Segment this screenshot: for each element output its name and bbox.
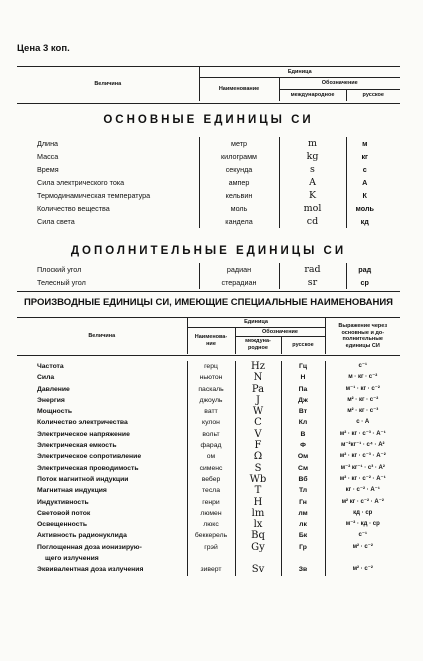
table-row-quantity: Активность радионуклида <box>37 532 127 540</box>
supplementary-units-table <box>37 263 383 289</box>
intl-symbol: sr <box>279 276 346 289</box>
unit-name: килограмм <box>199 150 279 163</box>
intl-symbol: T <box>235 485 281 496</box>
unit-name: ватт <box>187 406 235 417</box>
table-row-quantity: Сила электрического тока <box>37 177 125 187</box>
intl-symbol: H <box>235 497 281 508</box>
rus-symbol: с <box>346 163 383 176</box>
unit-name <box>187 553 235 564</box>
table-row-quantity: Электрическая емкость <box>37 442 117 450</box>
table-row-quantity: Количество вещества <box>37 203 110 213</box>
si-expression: м⁻²кг⁻¹ · с⁴ · А² <box>325 440 400 451</box>
table-row-quantity: щего излучения <box>45 555 99 563</box>
unit-name: кулон <box>187 417 235 428</box>
unit-name: ампер <box>199 176 279 189</box>
rus-symbol: рад <box>346 263 383 276</box>
header-bottom-rule <box>17 103 400 104</box>
rus-symbol: кд <box>346 215 383 228</box>
si-expression: м⁻² · кд · ср <box>325 519 400 530</box>
table-row-quantity: Время <box>37 164 59 174</box>
expr-line: полнительные <box>342 336 383 342</box>
table-row-quantity: Термодинамическая температура <box>37 190 151 200</box>
header-international <box>235 336 281 354</box>
si-expression: с⁻¹ <box>325 361 400 372</box>
unit-name: ньютон <box>187 372 235 383</box>
header-designation: Обозначение <box>235 327 325 336</box>
header-unit: Единица <box>187 318 325 327</box>
unit-name: беккерель <box>187 530 235 541</box>
table-row-quantity: Эквивалентная доза излучения <box>37 566 144 574</box>
unit-name: генри <box>187 497 235 508</box>
unit-name: зиверт <box>187 564 235 575</box>
header-russian: русское <box>281 336 325 354</box>
unit-name: грэй <box>187 542 235 553</box>
table-row-quantity: Длина <box>37 138 59 148</box>
rus-symbol: моль <box>346 202 383 215</box>
rus-symbol: К <box>346 189 383 202</box>
derived-units-title: ПРОИЗВОДНЫЕ ЕДИНИЦЫ СИ, ИМЕЮЩИЕ СПЕЦИАЛЬНЫЕ НАИМЕНОВАНИЯ <box>23 297 394 308</box>
header-unit: Единица <box>199 67 400 77</box>
intl-symbol: s <box>279 163 346 176</box>
rus-symbol: Ф <box>281 440 325 451</box>
rus-symbol: Гц <box>281 361 325 372</box>
header-table-basic <box>17 67 400 101</box>
si-expression: м⁻¹ · кг · с⁻² <box>325 384 400 395</box>
base-units-table <box>37 137 383 228</box>
unit-name: сименс <box>187 463 235 474</box>
intl-symbol: N <box>235 372 281 383</box>
header-designation: Обозначение <box>279 77 400 89</box>
table-row-quantity: Масса <box>37 151 59 161</box>
si-expression: м² кг · с⁻² · А⁻² <box>325 497 400 508</box>
header-name <box>187 327 235 354</box>
rus-symbol: Тл <box>281 485 325 496</box>
table-row-quantity: Давление <box>37 385 70 393</box>
supplementary-units-title: ДОПОЛНИТЕЛЬНЫЕ ЕДИНИЦЫ СИ <box>70 245 347 257</box>
table-row-quantity: Световой поток <box>37 509 91 517</box>
rus-symbol: Па <box>281 384 325 395</box>
table-row-quantity: Освещенность <box>37 521 88 529</box>
intl-symbol: J <box>235 395 281 406</box>
table-row-quantity: Электрическая проводимость <box>37 464 139 472</box>
intl-symbol: Wb <box>235 474 281 485</box>
si-expression: м² · кг · с⁻³ · А⁻¹ <box>325 429 400 440</box>
si-expression <box>325 553 400 564</box>
rus-symbol: Дж <box>281 395 325 406</box>
header-russian: русское <box>346 89 400 101</box>
rus-symbol: Вт <box>281 406 325 417</box>
unit-name: радиан <box>199 263 279 276</box>
rus-symbol: А <box>346 176 383 189</box>
intl-symbol: Bq <box>235 530 281 541</box>
table-row-quantity: Индуктивность <box>37 498 89 506</box>
section-rule <box>17 291 400 292</box>
si-expression: м⁻² кг⁻¹ · с³ · А² <box>325 463 400 474</box>
intl-symbol: m <box>279 137 346 150</box>
unit-name: джоуль <box>187 395 235 406</box>
table-row-quantity: Электрическое сопротивление <box>37 453 142 461</box>
rus-symbol: м <box>346 137 383 150</box>
rus-symbol: Н <box>281 372 325 383</box>
intl-symbol: rad <box>279 263 346 276</box>
unit-name: герц <box>187 361 235 372</box>
derived-units-table <box>37 361 400 576</box>
price-label: Цена 3 коп. <box>17 43 70 54</box>
rus-symbol: Кл <box>281 417 325 428</box>
expr-line: единицы СИ <box>345 342 380 349</box>
unit-name: стерадиан <box>199 276 279 289</box>
unit-name: паскаль <box>187 384 235 395</box>
unit-name: тесла <box>187 485 235 496</box>
si-expression: кд · ср <box>325 508 400 519</box>
unit-name: секунда <box>199 163 279 176</box>
intl-symbol: lx <box>235 519 281 530</box>
table-row-quantity: Энергия <box>37 396 65 404</box>
intl-symbol: Pa <box>235 384 281 395</box>
rus-symbol: лм <box>281 508 325 519</box>
si-expression: с⁻¹ <box>325 530 400 541</box>
rus-symbol: лк <box>281 519 325 530</box>
expr-line: Выражение через <box>338 323 388 329</box>
table-row-quantity: Поток магнитной индукции <box>37 475 129 483</box>
si-expression: м² · кг · с⁻² <box>325 395 400 406</box>
rus-symbol: ср <box>346 276 383 289</box>
intl-symbol: A <box>279 176 346 189</box>
intl-symbol: F <box>235 440 281 451</box>
header-table-derived <box>17 318 400 354</box>
header-expression <box>325 318 400 354</box>
table-row-quantity: Магнитная индукция <box>37 487 107 495</box>
intl-symbol: mol <box>279 202 346 215</box>
name-line: Наименова- <box>194 333 228 340</box>
si-expression: м² · с⁻² <box>325 542 400 553</box>
unit-name: люмен <box>187 508 235 519</box>
header-quantity: Величина <box>88 333 116 339</box>
table-row-quantity: Частота <box>37 363 64 370</box>
unit-name: люкс <box>187 519 235 530</box>
expr-line: основные и до- <box>341 329 385 336</box>
intl-symbol: kg <box>279 150 346 163</box>
derived-header-bottom-rule <box>17 355 400 356</box>
unit-name: кельвин <box>199 189 279 202</box>
intl-symbol: W <box>235 406 281 417</box>
header-name: Наименование <box>199 77 279 101</box>
rus-symbol <box>281 553 325 564</box>
intl-symbol: V <box>235 429 281 440</box>
header-international: международное <box>279 89 346 101</box>
si-expression: кг · с⁻² · А⁻¹ <box>325 485 400 496</box>
unit-name: фарад <box>187 440 235 451</box>
table-row-quantity: Сила света <box>37 216 75 226</box>
intl-symbol: Sv <box>235 564 281 575</box>
unit-name: моль <box>199 202 279 215</box>
intl-line: междуна- <box>245 338 271 345</box>
table-row-quantity: Мощность <box>37 408 73 416</box>
si-expression: м² · кг · с⁻³ · А⁻² <box>325 451 400 462</box>
table-row-quantity: Количество электричества <box>37 419 128 427</box>
rus-symbol: Гн <box>281 497 325 508</box>
rus-symbol: кг <box>346 150 383 163</box>
header-quantity: Величина <box>94 81 122 87</box>
rus-symbol: Ом <box>281 451 325 462</box>
intl-symbol: C <box>235 417 281 428</box>
intl-symbol: lm <box>235 508 281 519</box>
intl-line: родное <box>248 345 268 352</box>
base-units-title: ОСНОВНЫЕ ЕДИНИЦЫ СИ <box>103 114 314 126</box>
si-expression: с · А <box>325 417 400 428</box>
si-expression: м² · кг · с⁻² · А⁻¹ <box>325 474 400 485</box>
name-line: ние <box>206 340 216 347</box>
unit-name: кандела <box>199 215 279 228</box>
rus-symbol: Бк <box>281 530 325 541</box>
unit-name: вольт <box>187 429 235 440</box>
intl-symbol: Gy <box>235 542 281 553</box>
rus-symbol: Вб <box>281 474 325 485</box>
intl-symbol: K <box>279 189 346 202</box>
intl-symbol: S <box>235 463 281 474</box>
rus-symbol: Гр <box>281 542 325 553</box>
intl-symbol: Ω <box>235 451 281 462</box>
rus-symbol: В <box>281 429 325 440</box>
table-row-quantity: Электрическое напряжение <box>37 430 130 438</box>
table-row-quantity: Поглощенная доза ионизирую- <box>37 543 142 551</box>
unit-name: вебер <box>187 474 235 485</box>
table-row-quantity: Сила <box>37 374 55 382</box>
si-expression: м · кг · с⁻² <box>325 372 400 383</box>
rus-symbol: См <box>281 463 325 474</box>
table-row-quantity: Плоский угол <box>37 264 82 274</box>
table-row-quantity: Телесный угол <box>37 277 86 287</box>
si-expression: м² · кг · с⁻³ <box>325 406 400 417</box>
unit-name: метр <box>199 137 279 150</box>
rus-symbol: Зв <box>281 564 325 575</box>
intl-symbol: cd <box>279 215 346 228</box>
si-expression: м² · с⁻² <box>325 564 400 575</box>
intl-symbol <box>235 553 281 564</box>
intl-symbol: Hz <box>235 361 281 372</box>
unit-name: ом <box>187 451 235 462</box>
